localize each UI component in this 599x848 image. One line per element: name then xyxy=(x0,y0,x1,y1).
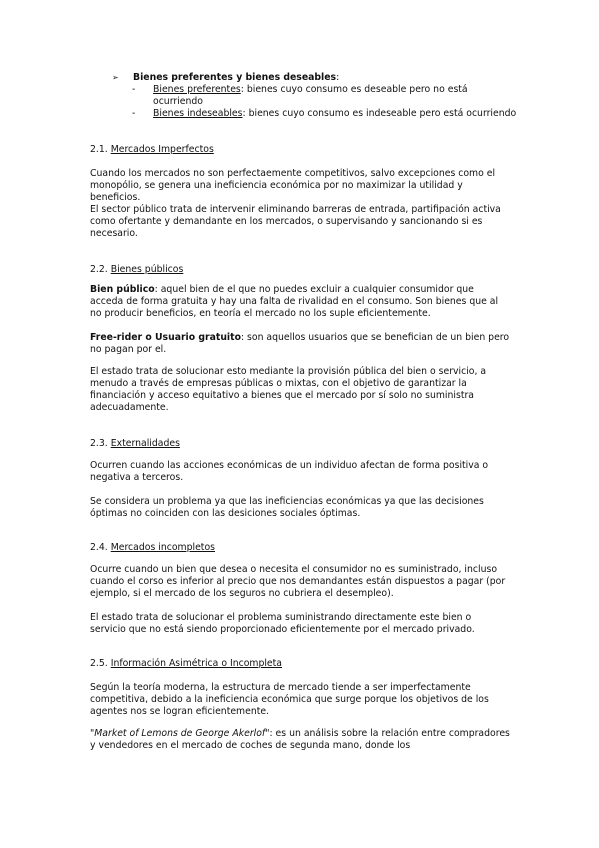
definition: : son aquellos usuarios que se benefician de un bien pero no pagan por el. xyxy=(90,332,510,355)
section-number: 2.4. xyxy=(90,542,111,553)
section-title: Externalidades xyxy=(110,438,180,449)
paragraph: Ocurre cuando un bien que desea o necesita el consumidor no es suministrado, incluso cuando el corso es inferior al precio que nos demandantes están dispuestos a pagar (por ejemplo, si el mercado de los seguros no cubriera el desempleo). xyxy=(90,564,506,599)
bullet-title: Bienes preferentes y bienes deseables xyxy=(133,72,337,83)
sub-item-text xyxy=(153,108,543,120)
section-number: 2.3. xyxy=(90,438,111,449)
paragraph: Según la teoría moderna, la estructura de mercado tiende a ser imperfectamente competitiva, debido a la ineficiencia económica que surge porque los objetivos de los agentes nos se logran eficientemente. xyxy=(90,682,489,717)
section-title: Mercados incompletos xyxy=(110,542,215,553)
paragraph: El estado trata de solucionar esto mediante la provisión pública del bien o servicio, a menudo a través de empresas públicas o mixtas, con el objetivo de garantizar la financiación y acceso equitativo a bienes que el mercado por sí solo no suministra adecuadamente. xyxy=(90,366,487,413)
section-heading xyxy=(90,264,510,276)
paragraph xyxy=(90,728,510,752)
paragraph: Ocurren cuando las acciones económicas de un individuo afectan de forma positiva o negativa a terceros. xyxy=(90,460,489,483)
bullet-text xyxy=(133,72,513,84)
section-number: 2.2. xyxy=(90,264,111,275)
section-number: 2.5. xyxy=(90,658,111,669)
paragraph: Se considera un problema ya que las ineficiencias económicas ya que las decisiones óptimas no coinciden con las desiciones sociales óptimas. xyxy=(90,496,484,519)
section-heading xyxy=(90,658,510,670)
sub-item-term: Bienes preferentes xyxy=(153,84,241,95)
sub-item-text xyxy=(153,84,508,108)
term: Free-rider o Usuario gratuito xyxy=(90,332,241,343)
section-heading xyxy=(90,438,510,450)
section-heading xyxy=(90,144,510,156)
dash-marker: - xyxy=(132,108,136,119)
arrow-bullet-icon: ➢ xyxy=(112,73,119,82)
bullet-colon: : xyxy=(336,72,340,83)
paragraph xyxy=(90,284,510,320)
sub-item-desc: : bienes cuyo consumo es deseable pero no está ocurriendo xyxy=(153,84,468,107)
section-number: 2.1. xyxy=(90,144,111,155)
definition: : es un análisis sobre la relación entre compradores y vendedores en el mercado de coches de segunda mano, donde los xyxy=(90,728,510,751)
paragraph xyxy=(90,332,510,356)
section-title: Información Asimétrica o Incompleta xyxy=(110,658,282,669)
definition: : aquel bien de el que no puedes excluir a cualquier consumidor que acceda de forma gratuita y hay una falta de rivalidad en el consumo. Son bienes que al no producir beneficios, en teoría el mercado no los suple eficientemente. xyxy=(90,284,499,319)
section-title: Bienes públicos xyxy=(110,264,184,275)
paragraph: El estado trata de solucionar el problema suministrando directamente este bien o servicio que no está siendo proporcionado eficientemente por el mercado privado. xyxy=(90,612,475,635)
sub-item-desc: : bienes cuyo consumo es indeseable pero está ocurriendo xyxy=(242,108,517,119)
term: Bien público xyxy=(90,284,155,295)
sub-item-term: Bienes indeseables xyxy=(153,108,243,119)
section-heading xyxy=(90,542,510,554)
dash-marker: - xyxy=(132,84,136,95)
paragraph: Cuando los mercados no son perfectaemente competitivos, salvo excepciones como el monopólio, se genera una ineficiencia económica por no maximizar la utilidad y beneficios. xyxy=(90,168,496,203)
section-title: Mercados Imperfectos xyxy=(110,144,214,155)
paragraph: El sector público trata de intervenir eliminando barreras de entrada, partifipación activa como ofertante y demandante en los mercados, o supervisando y sancionando si es necesario. xyxy=(90,204,501,239)
term: "Market of Lemons de George Akerlof" xyxy=(90,728,270,739)
